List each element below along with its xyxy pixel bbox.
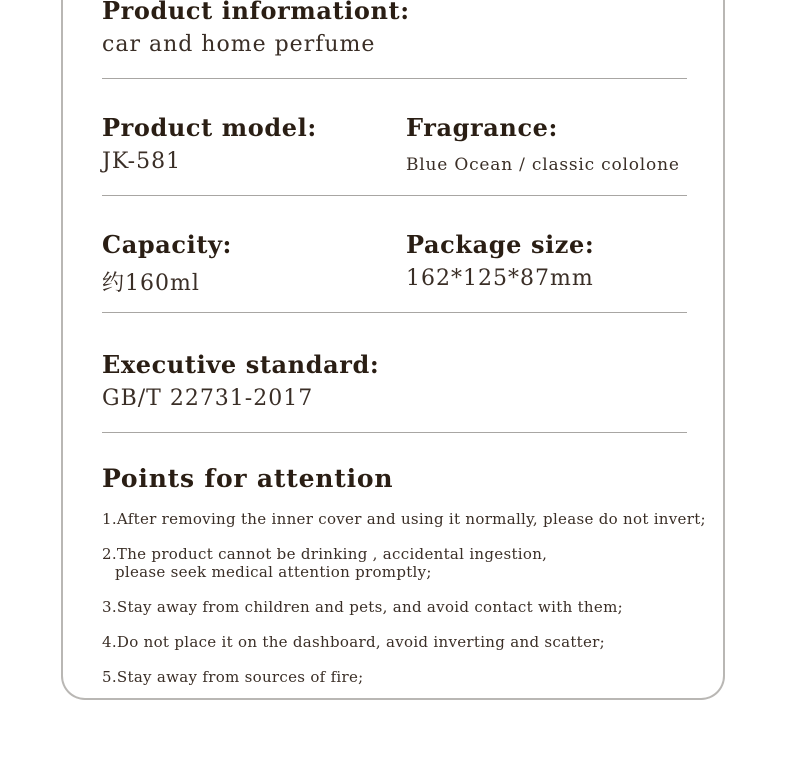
product-model-label: Product model: (102, 113, 317, 142)
attention-item: 1.After removing the inner cover and using it normally, please do not invert; (102, 510, 706, 528)
executive-standard-value: GB/T 22731-2017 (102, 386, 314, 411)
divider (102, 432, 687, 433)
product-model-value: JK-581 (102, 149, 182, 174)
attention-item: 3.Stay away from children and pets, and avoid contact with them; (102, 598, 623, 616)
executive-standard-label: Executive standard: (102, 350, 380, 379)
attention-item: 2.The product cannot be drinking , accidental ingestion, (102, 545, 548, 563)
divider (102, 312, 687, 313)
attention-item: 5.Stay away from sources of fire; (102, 668, 364, 686)
fragrance-value: Blue Ocean / classic cololone (406, 155, 680, 175)
attention-item-continuation: please seek medical attention promptly; (115, 563, 432, 581)
capacity-value: 约160ml (102, 271, 200, 296)
product-info-value: car and home perfume (102, 32, 376, 57)
package-size-label: Package size: (406, 230, 595, 259)
fragrance-label: Fragrance: (406, 113, 558, 142)
attention-heading: Points for attention (102, 464, 394, 493)
package-size-value: 162*125*87mm (406, 266, 594, 291)
attention-item: 4.Do not place it on the dashboard, avoid inverting and scatter; (102, 633, 606, 651)
divider (102, 78, 687, 79)
capacity-label: Capacity: (102, 230, 233, 259)
product-info-label: Product informationt: (102, 0, 410, 25)
divider (102, 195, 687, 196)
